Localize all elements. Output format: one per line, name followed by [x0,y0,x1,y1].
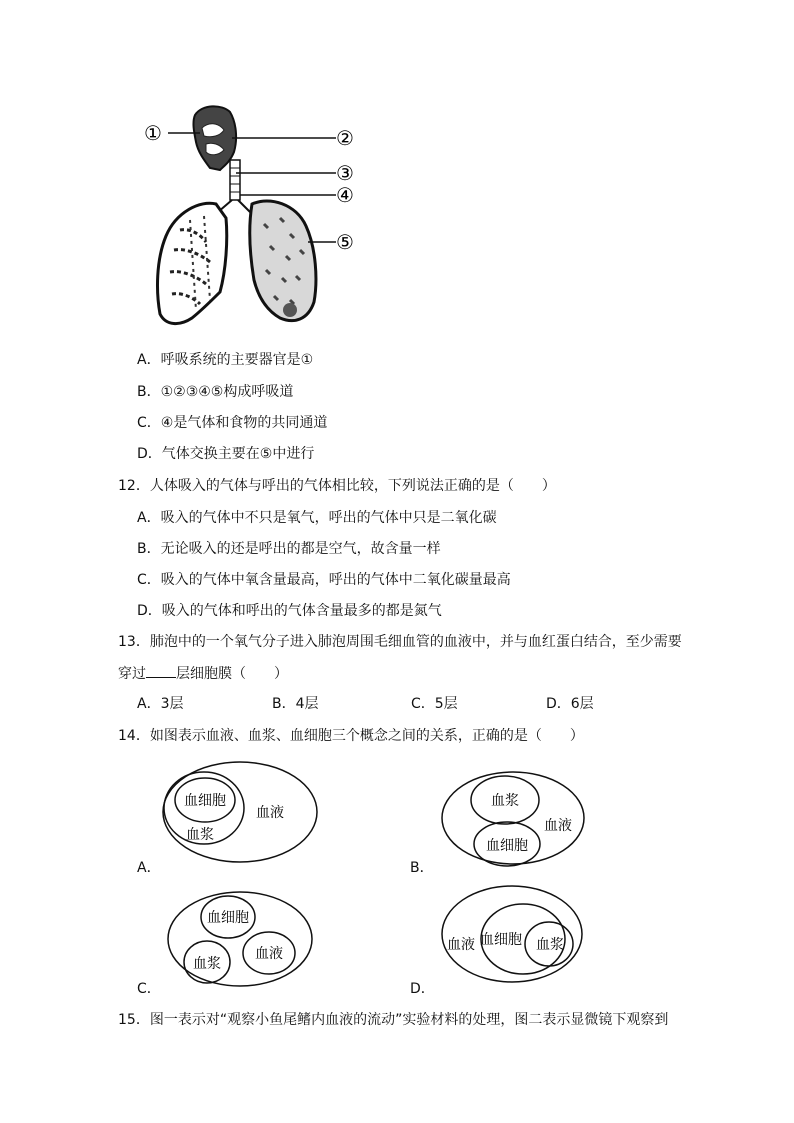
q14-diagram-a-letter: A． [137,860,161,876]
marker-2: ② [336,126,354,150]
respiratory-system-figure [140,100,370,335]
label-blood: 血液 [255,946,283,962]
label-plasma: 血浆 [491,793,519,809]
q13-option-a: A．3层 [137,696,184,712]
label-blood: 血液 [447,937,475,953]
q12-options [137,508,697,628]
marker-1: ① [144,121,162,145]
q14-diagram-b [438,770,588,868]
q13-option-b: B．4层 [272,696,319,712]
q11-option-b: B．①②③④⑤构成呼吸道 [137,384,294,400]
q13-stem-text-a: 穿过 [118,666,146,682]
marker-4: ④ [336,183,354,207]
q13-option-d: D．6层 [546,696,594,712]
trachea-shape [230,160,240,200]
q14-stem: 14．如图表示血液、血浆、血细胞三个概念之间的关系，正确的是（ ） [118,728,584,744]
q11-option-d: D．气体交换主要在⑤中进行 [137,446,315,462]
label-plasma: 血浆 [193,956,221,972]
q11-option-a: A．呼吸系统的主要器官是① [137,352,314,368]
q13-option-c: C．5层 [411,696,458,712]
marker-5: ⑤ [336,230,354,254]
label-blood-cells: 血细胞 [486,838,528,854]
q13-stem-line2 [118,663,288,684]
marker-3: ③ [336,161,354,185]
q11-options [137,350,697,470]
q15-stem: 15．图一表示对“观察小鱼尾鳍内血液的流动”实验材料的处理，图二表示显微镜下观察到 [118,1012,669,1028]
label-blood-cells: 血细胞 [480,932,522,948]
q11-option-c: C．④是气体和食物的共同通道 [137,415,328,431]
q14-diagram-a [160,760,320,865]
q12-option-d: D．吸入的气体和呼出的气体含量最多的都是氮气 [137,603,442,619]
q14-diagram-c-letter: C． [137,981,161,997]
label-blood-cells: 血细胞 [184,793,226,809]
label-blood: 血液 [256,805,284,821]
q13-stem-line1: 13．肺泡中的一个氧气分子进入肺泡周围毛细血管的血液中，并与血红蛋白结合，至少需要 [118,634,682,650]
q14-diagram-c [165,890,315,990]
q12-option-a: A．吸入的气体中不只是氧气，呼出的气体中只是二氧化碳 [137,510,497,526]
label-blood-cells: 血细胞 [207,910,249,926]
label-plasma: 血浆 [186,827,214,843]
q13-stem-text-b: 层细胞膜（ ） [176,666,288,682]
q12-option-b: B．无论吸入的还是呼出的都是空气，故含量一样 [137,541,441,557]
q12-option-c: C．吸入的气体中氧含量最高，呼出的气体中二氧化碳量最高 [137,572,511,588]
q14-diagram-b-letter: B． [410,860,434,876]
q12-stem: 12．人体吸入的气体与呼出的气体相比较，下列说法正确的是（ ） [118,478,556,494]
q14-diagram-d-letter: D． [410,981,435,997]
label-blood: 血液 [544,818,572,834]
label-plasma: 血浆 [536,937,564,953]
q13-answer-blank [146,663,176,678]
q14-diagram-d [440,884,585,984]
